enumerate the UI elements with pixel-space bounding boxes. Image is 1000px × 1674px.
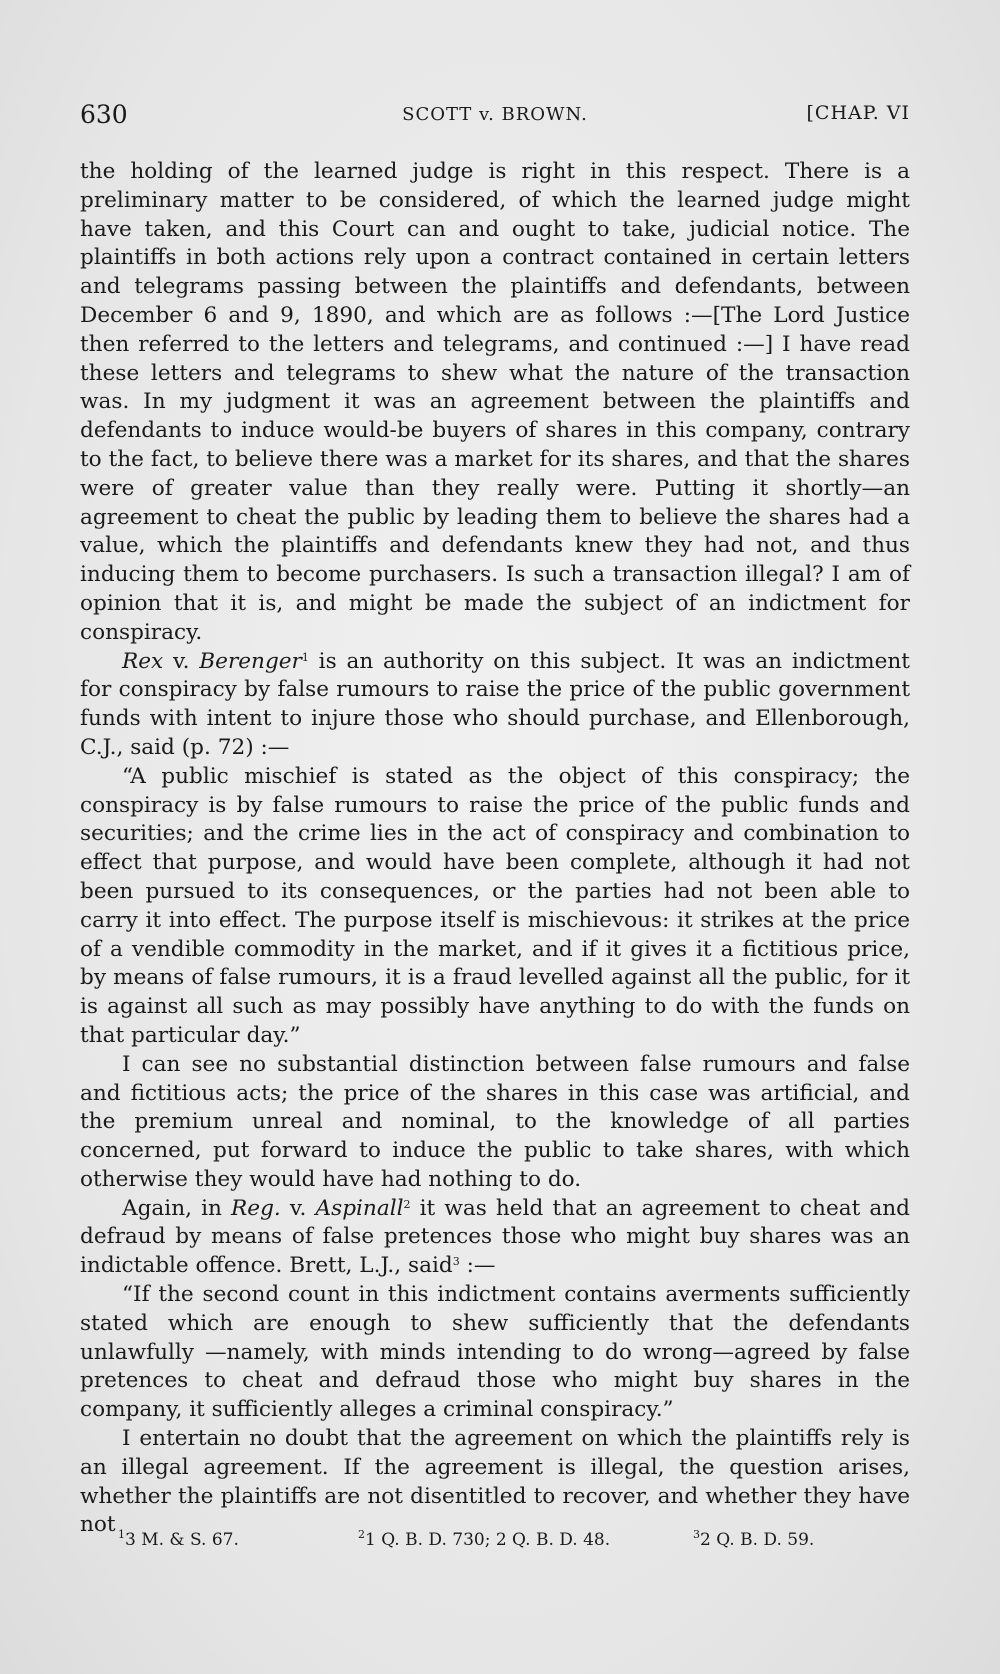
case-name-reg: Reg.: [231, 1195, 281, 1221]
case-name-berenger: Berenger: [199, 648, 302, 674]
footnote-ref-2: 2: [403, 1197, 411, 1211]
footnotes: [118, 1530, 908, 1560]
case-name-rex: Rex: [122, 648, 164, 674]
versus: v.: [163, 648, 200, 674]
footnote-3: $^3$ 2 Q. B. D. 59.: [693, 1528, 815, 1550]
case-name-aspinall: Aspinall: [315, 1195, 404, 1221]
running-title: SCOTT v. BROWN.: [402, 104, 588, 125]
footnote-ref-1: 1: [301, 650, 309, 664]
footnote-2: $^2$ 1 Q. B. D. 730; 2 Q. B. D. 48.: [358, 1528, 611, 1550]
paragraph-2-text: is an authority on this subject. It was an indictment for conspiracy by false rumours to raise the price of the public government funds with intent to injure those who should purchase, and Ellenborough, C.J., said (p. 72) :—: [80, 648, 910, 760]
body-text: [80, 158, 910, 1540]
footnote-1: $^1$ 3 M. & S. 67.: [118, 1528, 239, 1550]
footnote-ref-3: 3: [452, 1255, 460, 1269]
paragraph-5: I entertain no doubt that the agreement on which the plaintiffs rely is an illegal agreement. If the agreement is illegal, the question arises, whether the plaintiffs are not disentitled to recover, and whether they have not: [80, 1426, 910, 1538]
paragraph-2: [80, 648, 910, 763]
paragraph-4: Again, in Reg. v. Aspinall$^2$ it was held that an agreement to cheat and defraud by means of false pretences those who might buy shares was an indictable offence. Brett, L.J., said$^3$ :—: [80, 1195, 910, 1279]
quotation-2: “If the second count in this indictment contains averments sufficiently stated which are enough to shew sufficiently that the defendants unlawfully —namely, with minds intending to do wrong—agreed by false pretences to cheat and defraud those who might buy shares in the company, it sufficiently alleges a criminal conspiracy.”: [80, 1282, 910, 1423]
quotation-1: “A public mischief is stated as the object of this conspiracy; the conspiracy is by false rumours to raise the price of the public funds and securities; and the crime lies in the act of conspiracy and combination to effect that purpose, and would have been complete, although it had not been pursued to its consequences, or the parties had not been able to carry it into effect. The purpose itself is mischievous: it strikes at the price of a vendible commodity in the market, and if it gives it a fictitious price, by means of false rumours, it is a fraud levelled against all the public, for it is against all such as may possibly have anything to do with the funds on that particular day.”: [80, 763, 910, 1048]
page-number: 630: [80, 100, 128, 129]
page-header: [80, 100, 910, 140]
chapter-label: [CHAP. VI: [806, 102, 910, 124]
paragraph-3: I can see no substantial distinction between false rumours and false and fictitious acts; the price of the shares in this case was artificial, and the premium unreal and nominal, to the knowledge of all parties concerned, put forward to induce the public to take shares, with which otherwise they would have had nothing to do.: [80, 1051, 910, 1192]
paragraph-1: the holding of the learned judge is right in this respect. There is a preliminary matter to be considered, of which the learned judge might have taken, and this Court can and ought to take, judicial notice. The plaintiffs in both actions rely upon a contract contained in certain letters and telegrams passing between the plaintiffs and defendants, between December 6 and 9, 1890, and which are as follows :—[The Lord Justice then referred to the letters and telegrams, and continued :—] I have read these letters and telegrams to shew what the nature of the transaction was. In my judgment it was an agreement between the plaintiffs and defendants to induce would-be buyers of shares in this company, contrary to the fact, to believe there was a market for its shares, and that the shares were of greater value than they really were. Putting it shortly—an agreement to cheat the public by leading them to believe the shares had a value, which the plaintiffs and defendants knew they had not, and thus inducing them to become purchasers. Is such a transaction illegal? I am of opinion that it is, and might be made the subject of an indictment for conspiracy.: [80, 159, 910, 645]
